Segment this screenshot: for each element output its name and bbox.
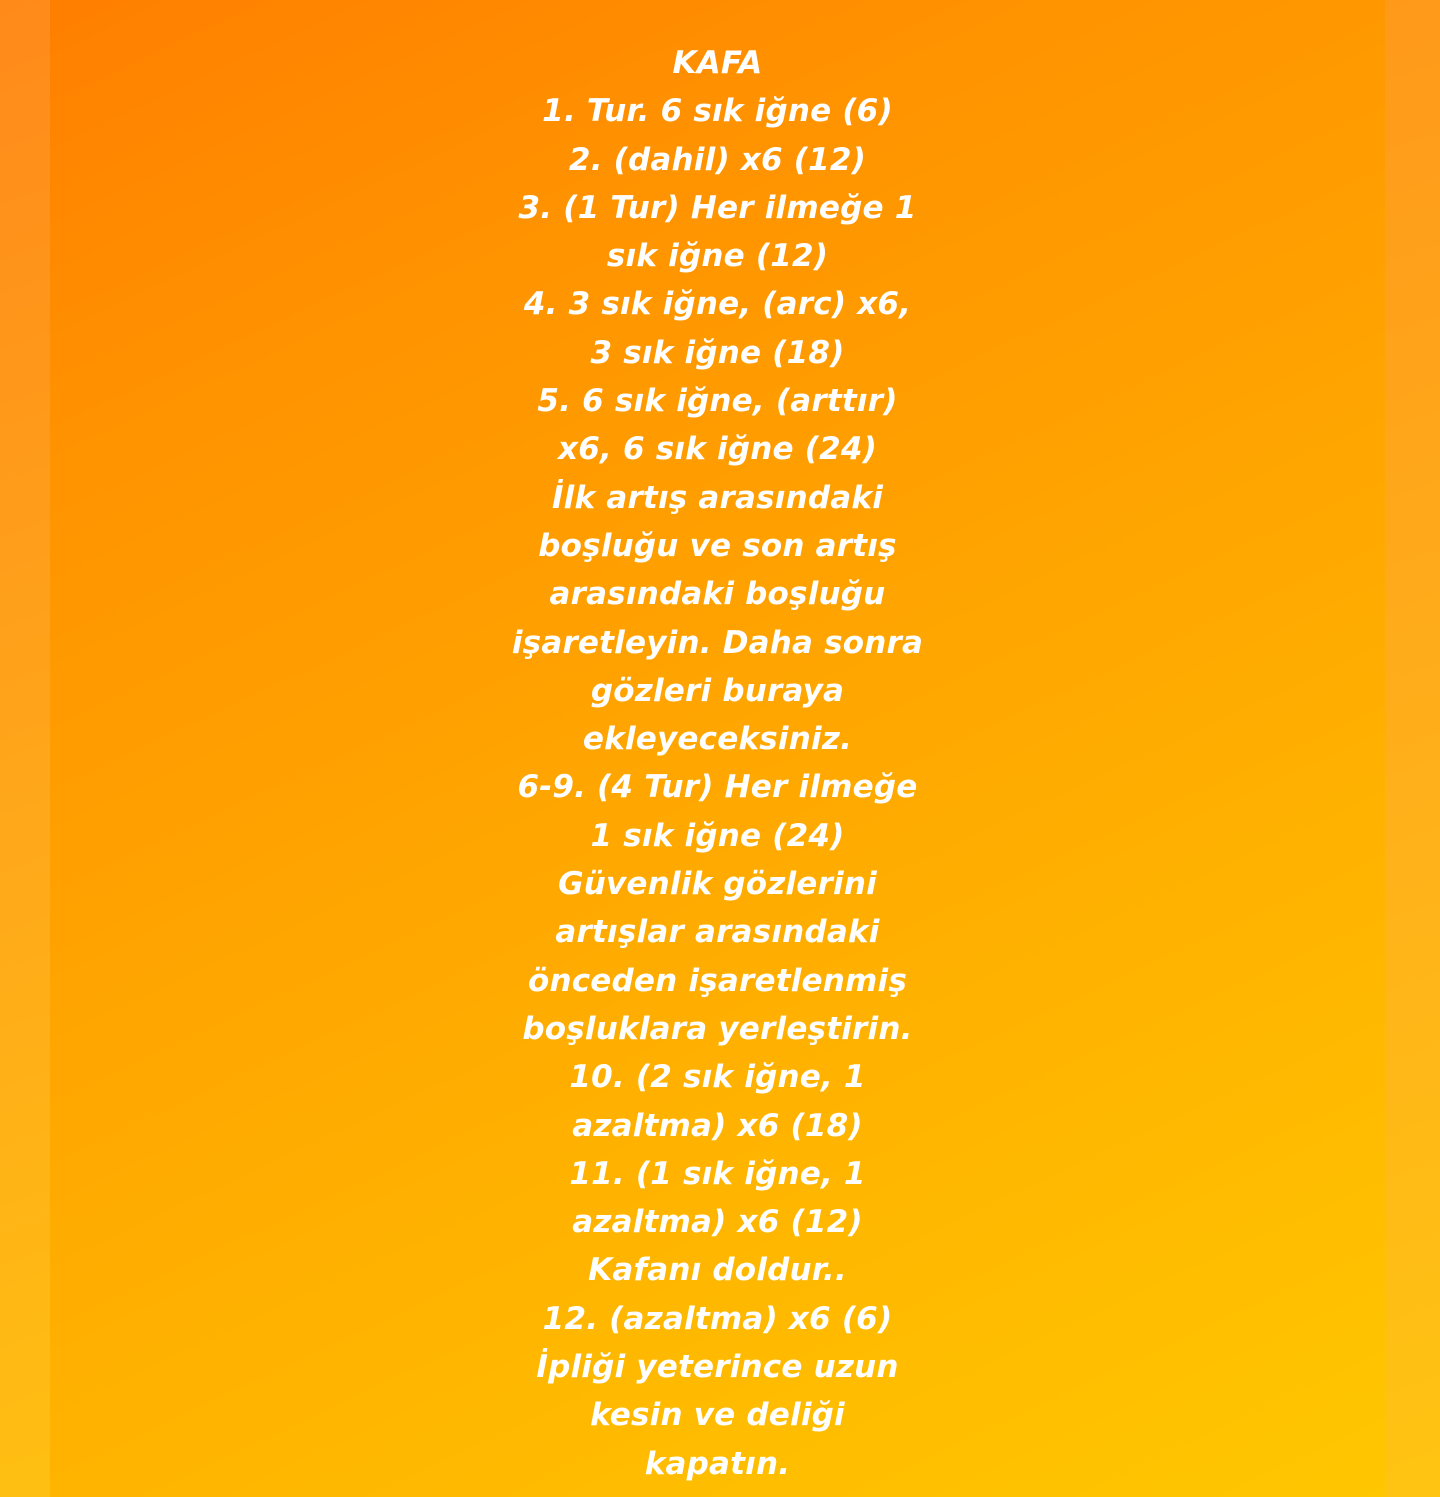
pattern-line: 4. 3 sık iğne, (arc) x6,: [523, 286, 912, 323]
pattern-line: Kafanı doldur..: [588, 1252, 847, 1289]
story-panel: [50, 0, 1385, 1497]
pattern-line: işaretleyin. Daha sonra: [511, 624, 924, 661]
crochet-pattern-text: [50, 39, 1385, 1488]
pattern-line: İpliği yeterince uzun: [536, 1349, 899, 1386]
pattern-line: 6-9. (4 Tur) Her ilmeğe: [517, 769, 918, 806]
pattern-line: ekleyeceksiniz.: [582, 721, 853, 758]
pattern-line: boşluğu ve son artış: [538, 527, 897, 564]
right-background-band: [1385, 0, 1440, 1497]
pattern-line: 3. (1 Tur) Her ilmeğe 1: [518, 189, 917, 226]
pattern-line: Güvenlik gözlerini: [558, 866, 877, 903]
pattern-line: artışlar arasındaki: [555, 914, 880, 951]
pattern-title: KAFA: [672, 45, 763, 81]
pattern-line: İlk artış arasındaki: [551, 479, 884, 516]
pattern-line: azaltma) x6 (18): [572, 1107, 863, 1144]
pattern-line: boşluklara yerleştirin.: [522, 1010, 913, 1047]
pattern-line: 10. (2 sık iğne, 1: [569, 1059, 866, 1096]
pattern-line: 3 sık iğne (18): [590, 334, 845, 371]
pattern-line: 1 sık iğne (24): [590, 817, 845, 854]
pattern-line: 12. (azaltma) x6 (6): [542, 1300, 893, 1337]
left-background-band: [0, 0, 50, 1497]
pattern-line: 1. Tur. 6 sık iğne (6): [542, 93, 893, 130]
pattern-line: 2. (dahil) x6 (12): [568, 141, 867, 178]
pattern-line: 5. 6 sık iğne, (arttır): [537, 383, 898, 420]
pattern-line: önceden işaretlenmiş: [527, 962, 908, 999]
pattern-line: 11. (1 sık iğne, 1: [569, 1155, 866, 1192]
pattern-line: gözleri buraya: [590, 672, 845, 709]
pattern-line: kapatın.: [644, 1445, 791, 1482]
pattern-line: kesin ve deliği: [590, 1397, 845, 1434]
pattern-line: sık iğne (12): [606, 238, 829, 275]
pattern-line: azaltma) x6 (12): [572, 1204, 863, 1241]
pattern-line: arasındaki boşluğu: [549, 576, 886, 613]
pattern-line: x6, 6 sık iğne (24): [558, 431, 877, 468]
